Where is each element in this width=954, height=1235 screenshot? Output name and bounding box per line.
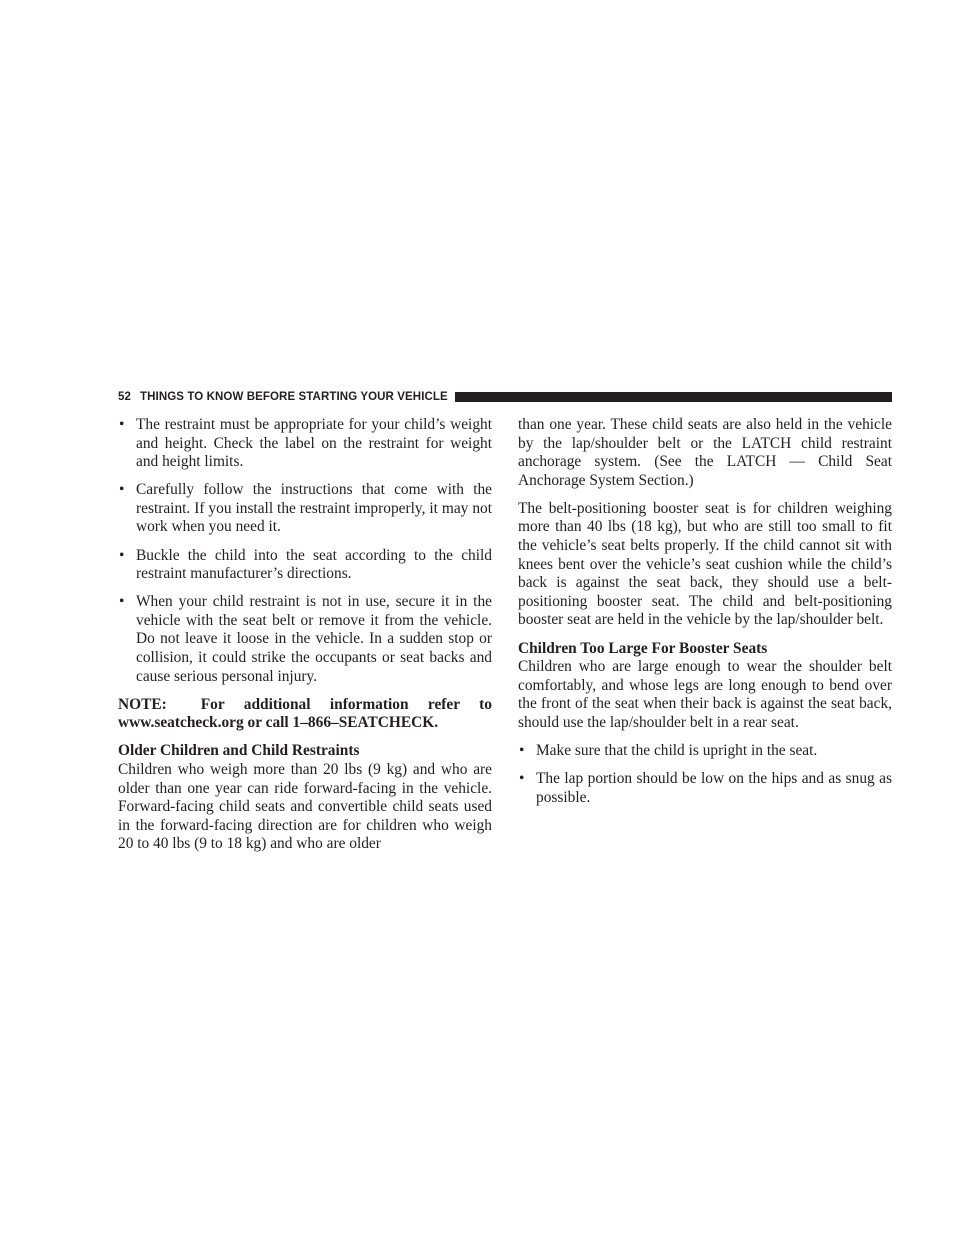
too-large-heading: Children Too Large For Booster Seats	[518, 639, 768, 657]
bullet-text: Make sure that the child is upright in the seat.	[536, 742, 818, 759]
bullet-item	[118, 481, 492, 537]
older-children-heading: Older Children and Child Restraints	[118, 742, 360, 760]
note-text: For additional information refer to www.seatcheck.org or call 1–866–SEATCHECK.	[118, 695, 492, 732]
bullet-icon: •	[519, 742, 525, 759]
bullet-icon: •	[119, 416, 125, 433]
too-large-paragraph: Children who are large enough to wear the shoulder belt comfortably, and whose legs are long enough to bend over the front of the seat when their back is against the seat back, should use the lap/shoulder belt in a rear seat.	[518, 658, 892, 731]
right-column	[518, 416, 892, 817]
bullet-icon: •	[119, 593, 125, 611]
bullet-text: The lap portion should be low on the hips and as snug as possible.	[536, 770, 892, 806]
bullet-text: The restraint must be appropriate for your child’s weight and height. Check the label on the restraint for weight and height limits.	[136, 416, 492, 471]
bullet-item	[518, 770, 892, 807]
bullet-text: When your child restraint is not in use, secure it in the vehicle with the seat belt or remove it from the vehicle. Do not leave it loose in the vehicle. In a sudden stop or collision, it could strike the occupants or seat backs and cause serious personal injury.	[136, 593, 492, 685]
section-title: THINGS TO KNOW BEFORE STARTING YOUR VEHICLE	[140, 391, 448, 403]
page-number: 52	[118, 391, 131, 403]
continuation-paragraph: than one year. These child seats are also held in the vehicle by the lap/shoulder belt or the LATCH child restraint anchorage system. (See the LATCH — Child Seat Anchorage System Section.)	[518, 416, 892, 489]
bullet-icon: •	[519, 770, 525, 788]
note-paragraph	[118, 696, 492, 733]
bullet-item	[118, 416, 492, 472]
bullet-text: Buckle the child into the seat according to the child restraint manufacturer’s directions.	[136, 546, 492, 583]
bullet-icon: •	[119, 546, 125, 564]
bullet-item	[118, 593, 492, 686]
bullet-item	[118, 547, 492, 584]
note-label: NOTE:	[118, 695, 167, 713]
page-header	[118, 389, 892, 405]
bullet-icon: •	[119, 481, 125, 499]
booster-seat-paragraph: The belt-positioning booster seat is for children weighing more than 40 lbs (18 kg), but who are still too small to fit the vehicle’s seat belts properly. If the child cannot sit with knees bent over the vehicle’s seat cushion while the child’s back is against the seat back, they should use a belt-positioning booster seat. The child and belt-positioning booster seat are held in the vehicle by the lap/shoulder belt.	[518, 499, 892, 629]
bullet-item	[518, 742, 892, 761]
older-children-paragraph: Children who weigh more than 20 lbs (9 kg) and who are older than one year can ride forward-facing in the vehicle. Forward-facing child seats and convertible child seats used in the forward-facing direction are for children who weigh 20 to 40 lbs (9 to 18 kg) and who are older	[118, 761, 492, 853]
left-column	[118, 416, 492, 863]
header-rule-bar	[455, 392, 892, 402]
bullet-text: Carefully follow the instructions that come with the restraint. If you install the restraint improperly, it may not work when you need it.	[136, 481, 492, 536]
